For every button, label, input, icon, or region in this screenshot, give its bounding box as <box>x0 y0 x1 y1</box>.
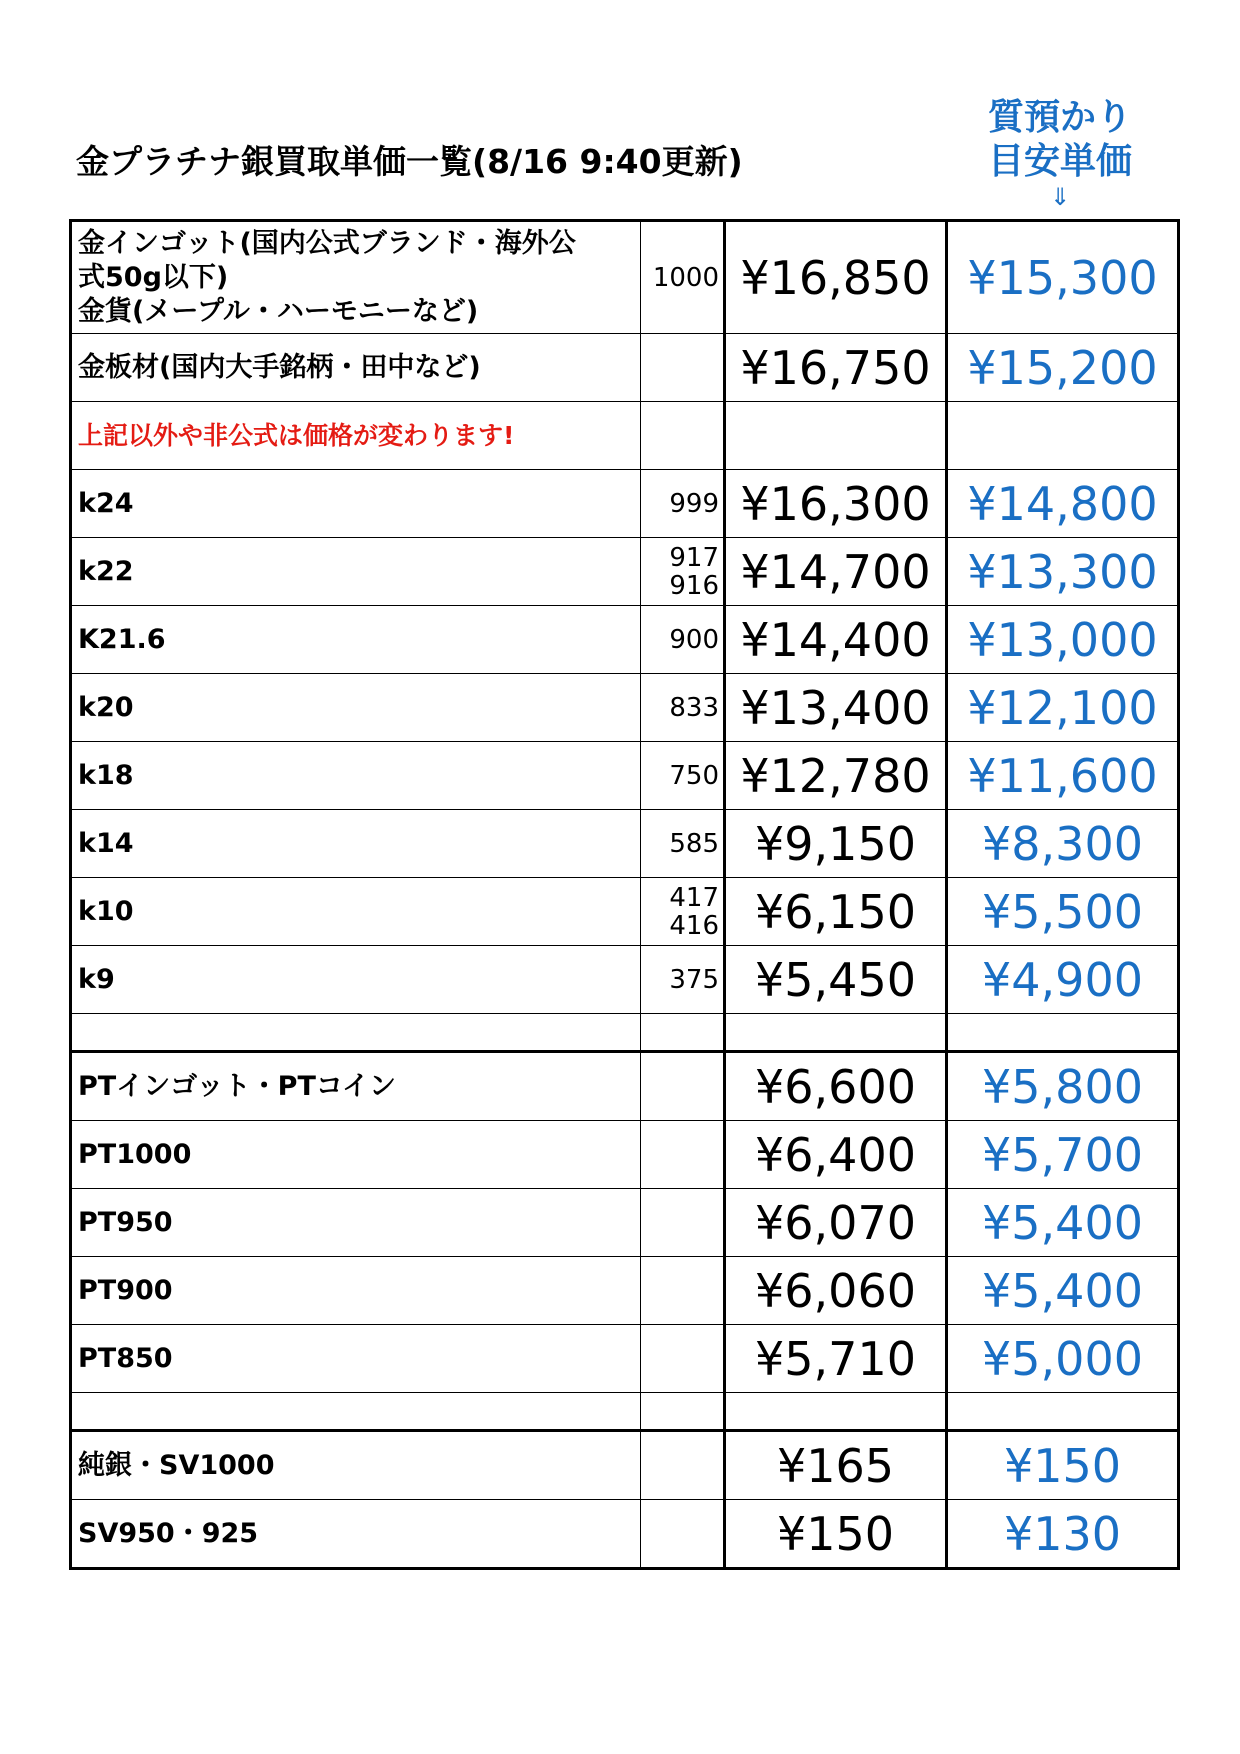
purity-value <box>641 810 725 878</box>
table-row <box>71 1189 1179 1257</box>
pawn-price: ¥12,100 <box>947 674 1179 742</box>
pawn-price: ¥5,400 <box>947 1257 1179 1325</box>
table-row <box>71 402 1179 470</box>
item-name: k14 <box>71 810 641 878</box>
buy-price-cell <box>725 1014 947 1052</box>
purity-value <box>641 221 725 334</box>
table-row <box>71 1257 1179 1325</box>
buy-price: ¥5,710 <box>725 1325 947 1393</box>
purity-line: 416 <box>669 910 719 941</box>
purity-line: 417 <box>669 882 719 913</box>
pawn-header-line2: 目安単価 <box>987 141 1132 182</box>
item-name <box>71 221 641 334</box>
pawn-price: ¥13,300 <box>947 538 1179 606</box>
down-arrow-icon: ⇓ <box>1049 183 1071 211</box>
pawn-header-line1: 質預かり <box>987 97 1132 138</box>
buy-price: ¥12,780 <box>725 742 947 810</box>
purity-value <box>641 878 725 946</box>
table-row <box>71 1325 1179 1393</box>
pawn-price: ¥5,400 <box>947 1189 1179 1257</box>
purity-value <box>641 1052 725 1121</box>
purity-value <box>641 742 725 810</box>
item-name: K21.6 <box>71 606 641 674</box>
purity-value <box>641 1189 725 1257</box>
purity-value <box>641 1500 725 1569</box>
table-row <box>71 674 1179 742</box>
table-row <box>71 1121 1179 1189</box>
purity-line: 917 <box>669 542 719 573</box>
purity-value <box>641 606 725 674</box>
buy-price <box>725 402 947 470</box>
table-row <box>71 606 1179 674</box>
purity-line: 833 <box>669 692 719 723</box>
item-name: 純銀・SV1000 <box>71 1431 641 1500</box>
item-name: k20 <box>71 674 641 742</box>
table-row <box>71 1431 1179 1500</box>
purity-cell <box>641 1014 725 1052</box>
pawn-price: ¥5,500 <box>947 878 1179 946</box>
table-row <box>71 810 1179 878</box>
name-cell <box>71 1393 641 1431</box>
purity-line: 916 <box>669 570 719 601</box>
item-name: 金板材(国内大手銘柄・田中など) <box>71 334 641 402</box>
pawn-price: ¥5,700 <box>947 1121 1179 1189</box>
buy-price: ¥14,700 <box>725 538 947 606</box>
pawn-price: ¥150 <box>947 1431 1179 1500</box>
buy-price: ¥6,150 <box>725 878 947 946</box>
table-row <box>71 334 1179 402</box>
purity-value <box>641 1257 725 1325</box>
purity-value <box>641 1325 725 1393</box>
item-name: k24 <box>71 470 641 538</box>
item-name: PTインゴット・PTコイン <box>71 1052 641 1121</box>
buy-price-cell <box>725 1393 947 1431</box>
price-table-body <box>71 221 1179 1569</box>
name-cell <box>71 1014 641 1052</box>
purity-value <box>641 538 725 606</box>
notice-text: 上記以外や非公式は価格が変わります! <box>71 402 641 470</box>
separator-row <box>71 1014 1179 1052</box>
pawn-price: ¥5,800 <box>947 1052 1179 1121</box>
buy-price: ¥9,150 <box>725 810 947 878</box>
pawn-price: ¥13,000 <box>947 606 1179 674</box>
table-row <box>71 538 1179 606</box>
table-row <box>71 946 1179 1014</box>
item-name: SV950・925 <box>71 1500 641 1569</box>
buy-price: ¥6,070 <box>725 1189 947 1257</box>
purity-value <box>641 1431 725 1500</box>
table-row <box>71 221 1179 334</box>
table-row <box>71 1500 1179 1569</box>
purity-value <box>641 1121 725 1189</box>
table-row <box>71 878 1179 946</box>
item-name: k22 <box>71 538 641 606</box>
item-name: k9 <box>71 946 641 1014</box>
buy-price: ¥6,060 <box>725 1257 947 1325</box>
item-name-line: 式50g以下) <box>78 261 229 293</box>
pawn-price: ¥5,000 <box>947 1325 1179 1393</box>
purity-cell <box>641 1393 725 1431</box>
purity-value <box>641 334 725 402</box>
purity-line: 999 <box>669 488 719 519</box>
pawn-price: ¥11,600 <box>947 742 1179 810</box>
pawn-price-header <box>940 96 1180 210</box>
item-name: PT1000 <box>71 1121 641 1189</box>
item-name: PT850 <box>71 1325 641 1393</box>
separator-row <box>71 1393 1179 1431</box>
buy-price: ¥6,400 <box>725 1121 947 1189</box>
table-row <box>71 1052 1179 1121</box>
buy-price: ¥16,850 <box>725 221 947 334</box>
pawn-price <box>947 402 1179 470</box>
pawn-price: ¥15,200 <box>947 334 1179 402</box>
pawn-price: ¥14,800 <box>947 470 1179 538</box>
item-name-line: 金インゴット(国内公式ブランド・海外公 <box>78 227 576 259</box>
pawn-price-cell <box>947 1014 1179 1052</box>
buy-price: ¥13,400 <box>725 674 947 742</box>
buy-price: ¥150 <box>725 1500 947 1569</box>
purity-value <box>641 402 725 470</box>
pawn-price: ¥15,300 <box>947 221 1179 334</box>
pawn-price: ¥8,300 <box>947 810 1179 878</box>
buy-price: ¥16,750 <box>725 334 947 402</box>
table-row <box>71 470 1179 538</box>
pawn-price: ¥130 <box>947 1500 1179 1569</box>
buy-price: ¥5,450 <box>725 946 947 1014</box>
purity-value <box>641 946 725 1014</box>
item-name-line: 金貨(メープル・ハーモニーなど) <box>78 295 479 327</box>
purity-value <box>641 470 725 538</box>
table-row <box>71 742 1179 810</box>
pawn-price-cell <box>947 1393 1179 1431</box>
item-name: PT950 <box>71 1189 641 1257</box>
item-name: k10 <box>71 878 641 946</box>
purity-line: 750 <box>669 760 719 791</box>
price-table <box>69 219 1180 1570</box>
buy-price: ¥165 <box>725 1431 947 1500</box>
buy-price: ¥14,400 <box>725 606 947 674</box>
purity-line: 585 <box>669 828 719 859</box>
purity-value <box>641 674 725 742</box>
purity-line: 1000 <box>652 262 719 293</box>
item-name: k18 <box>71 742 641 810</box>
pawn-price: ¥4,900 <box>947 946 1179 1014</box>
page-title: 金プラチナ銀買取単価一覧(8/16 9:40更新) <box>76 142 743 181</box>
buy-price: ¥6,600 <box>725 1052 947 1121</box>
purity-line: 375 <box>669 964 719 995</box>
item-name: PT900 <box>71 1257 641 1325</box>
purity-line: 900 <box>669 624 719 655</box>
buy-price: ¥16,300 <box>725 470 947 538</box>
